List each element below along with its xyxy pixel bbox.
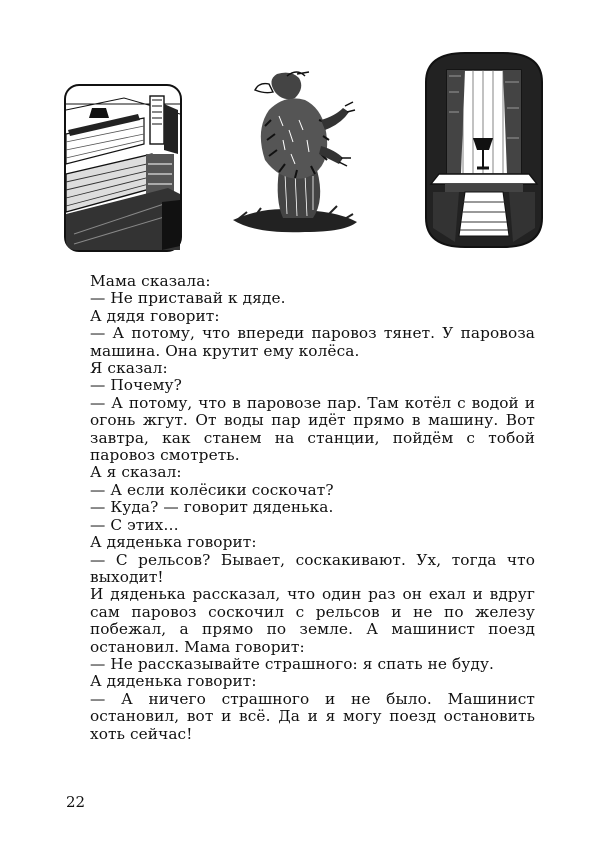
paragraph: — Куда? — говорит дяденька. [90,498,334,517]
paragraph: А дяденька говорит: [90,533,257,552]
paragraph: — А потому, что впереди паровоз тянет. У паровоза машина. Она крутит ему колёса. [90,324,535,360]
paragraph: — С этих… [90,515,179,534]
illustrations-row [0,0,600,270]
paragraph: — Не приставай к дяде. [90,289,286,308]
page-number: 22 [66,793,86,811]
paragraph: И дяденька рассказал, что один раз он ехал и вдруг сам паровоз соскочил с рельсов и не по железу побежал, а прямо по земле. А машинист поезд остановил. Мама говорит: [90,585,535,656]
paragraph: — А если колёсики соскочат? [90,480,334,499]
paragraph: — Почему? [90,376,182,395]
paragraph: — С рельсов? Бывает, соскакивают. Ух, тогда что выходит! [90,550,535,586]
shaggy-creature-illustration [225,70,365,242]
sleeping-compartment-illustration [64,84,182,252]
paragraph: А дяденька говорит: [90,672,257,691]
story-text [90,273,535,743]
paragraph: — А потому, что в паровозе пар. Там котёл с водой и огонь жгут. От воды пар идёт прямо в машину. Вот завтра, как станем на станции, пойдём с тобой паровоз смотреть. [90,393,535,465]
paragraph: — А ничего страшного и не было. Машинист остановил, вот и всё. Да и я могу поезд остановить хоть сейчас! [90,689,535,743]
train-window-lamp-illustration [425,52,543,248]
paragraph: — Не рассказывайте страшного: я спать не буду. [90,654,495,673]
paragraph: А дядя говорит: [90,306,220,325]
paragraph: Мама сказала: [90,272,211,290]
paragraph: Я сказал: [90,359,168,378]
paragraph: А я сказал: [90,463,182,482]
